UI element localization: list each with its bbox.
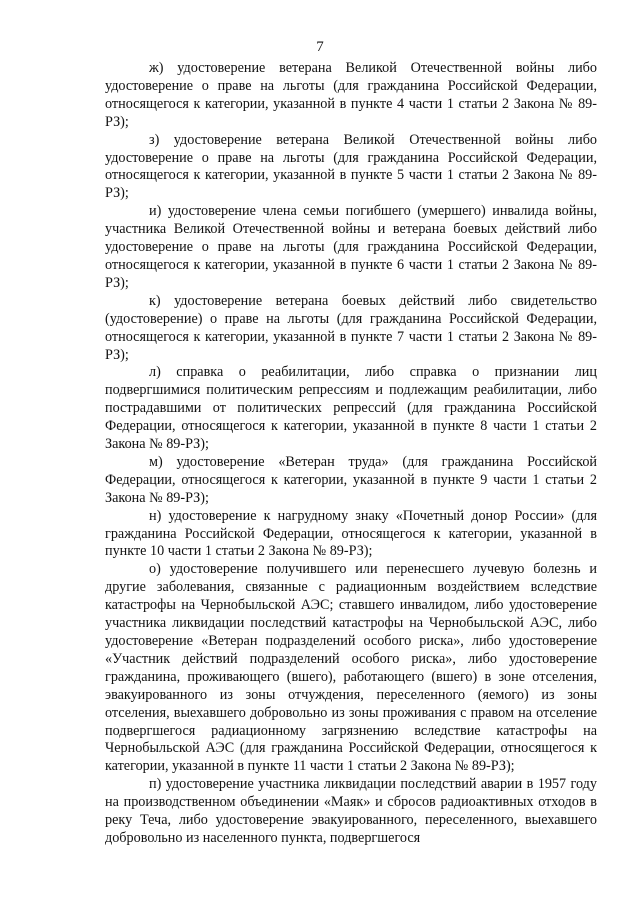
document-body xyxy=(105,60,597,848)
paragraph-p: п) удостоверение участника ликвидации последствий аварии в 1957 году на производственном объединении «Маяк» и сбросов радиоактивных отходов в реку Теча, либо удостоверение эвакуированного, переселенного, выехавшего добровольно из населенного пункта, подвергшегося xyxy=(105,776,597,846)
paragraph-m: м) удостоверение «Ветеран труда» (для гражданина Российской Федерации, относящегося к категории, указанной в пункте 9 части 1 статьи 2 Закона № 89-РЗ); xyxy=(105,453,597,506)
paragraph-zh: ж) удостоверение ветерана Великой Отечественной войны либо удостоверение о праве на льготы (для гражданина Российской Федерации, относящегося к категории, указанной в пункте 4 части 1 статьи 2 Закона № 89-РЗ); xyxy=(105,60,597,130)
paragraph-l: л) справка о реабилитации, либо справка о признании лиц подвергшимися политическим репрессиям и подлежащим реабилитации, либо пострадавшими от политических репрессий (для гражданина Российской Федерации, относящегося к категории, указанной в пункте 8 части 1 статьи 2 Закона № 89-РЗ); xyxy=(105,364,597,453)
paragraph-n: н) удостоверение к нагрудному знаку «Почетный донор России» (для гражданина Российской Федерации, относящегося к категории, указанной в пункте 10 части 1 статьи 2 Закона № 89-РЗ); xyxy=(105,507,597,560)
paragraph-k: к) удостоверение ветерана боевых действий либо свидетельство (удостоверение) о праве на льготы (для гражданина Российской Федерации, относящегося к категории, указанной в пункте 7 части 1 статьи 2 Закона № 89-РЗ); xyxy=(105,292,597,363)
paragraph-o: о) удостоверение получившего или перенесшего лучевую болезнь и другие заболевания, связанные с радиационным воздействием вследствие катастрофы на Чернобыльской АЭС; ставшего инвалидом, либо удостоверение участника ликвидации последствий катастрофы на Чернобыльской АЭС, либо удостоверение «Ветеран подразделений особого риска», либо удостоверение «Участник действий подразделений особого риска», либо удостоверение гражданина, проживающего (вшего), работающего (вшего) в зоне отселения, эвакуированного из зоны отчуждения, переселенного (яемого) из зоны отселения, выехавшего добровольно из зоны проживания с правом на отселение подвергшегося радиационному загрязнению вследствие катастрофы на Чернобыльской АЭС (для гражданина Российской Федерации, относящегося к категории, указанной в пункте 11 части 1 статьи 2 Закона № 89-РЗ); xyxy=(105,561,597,775)
paragraph-i: и) удостоверение члена семьи погибшего (умершего) инвалида войны, участника Великой Отечественной войны и ветерана боевых действий либо удостоверение о праве на льготы (для гражданина Российской Федерации, относящегося к категории, указанной в пункте 6 части 1 статьи 2 Закона № 89-РЗ); xyxy=(105,203,597,291)
paragraph-z: з) удостоверение ветерана Великой Отечественной войны либо удостоверение о праве на льготы (для гражданина Российской Федерации, относящегося к категории, указанной в пункте 5 части 1 статьи 2 Закона № 89-РЗ); xyxy=(105,131,597,202)
page-number: 7 xyxy=(316,39,324,55)
